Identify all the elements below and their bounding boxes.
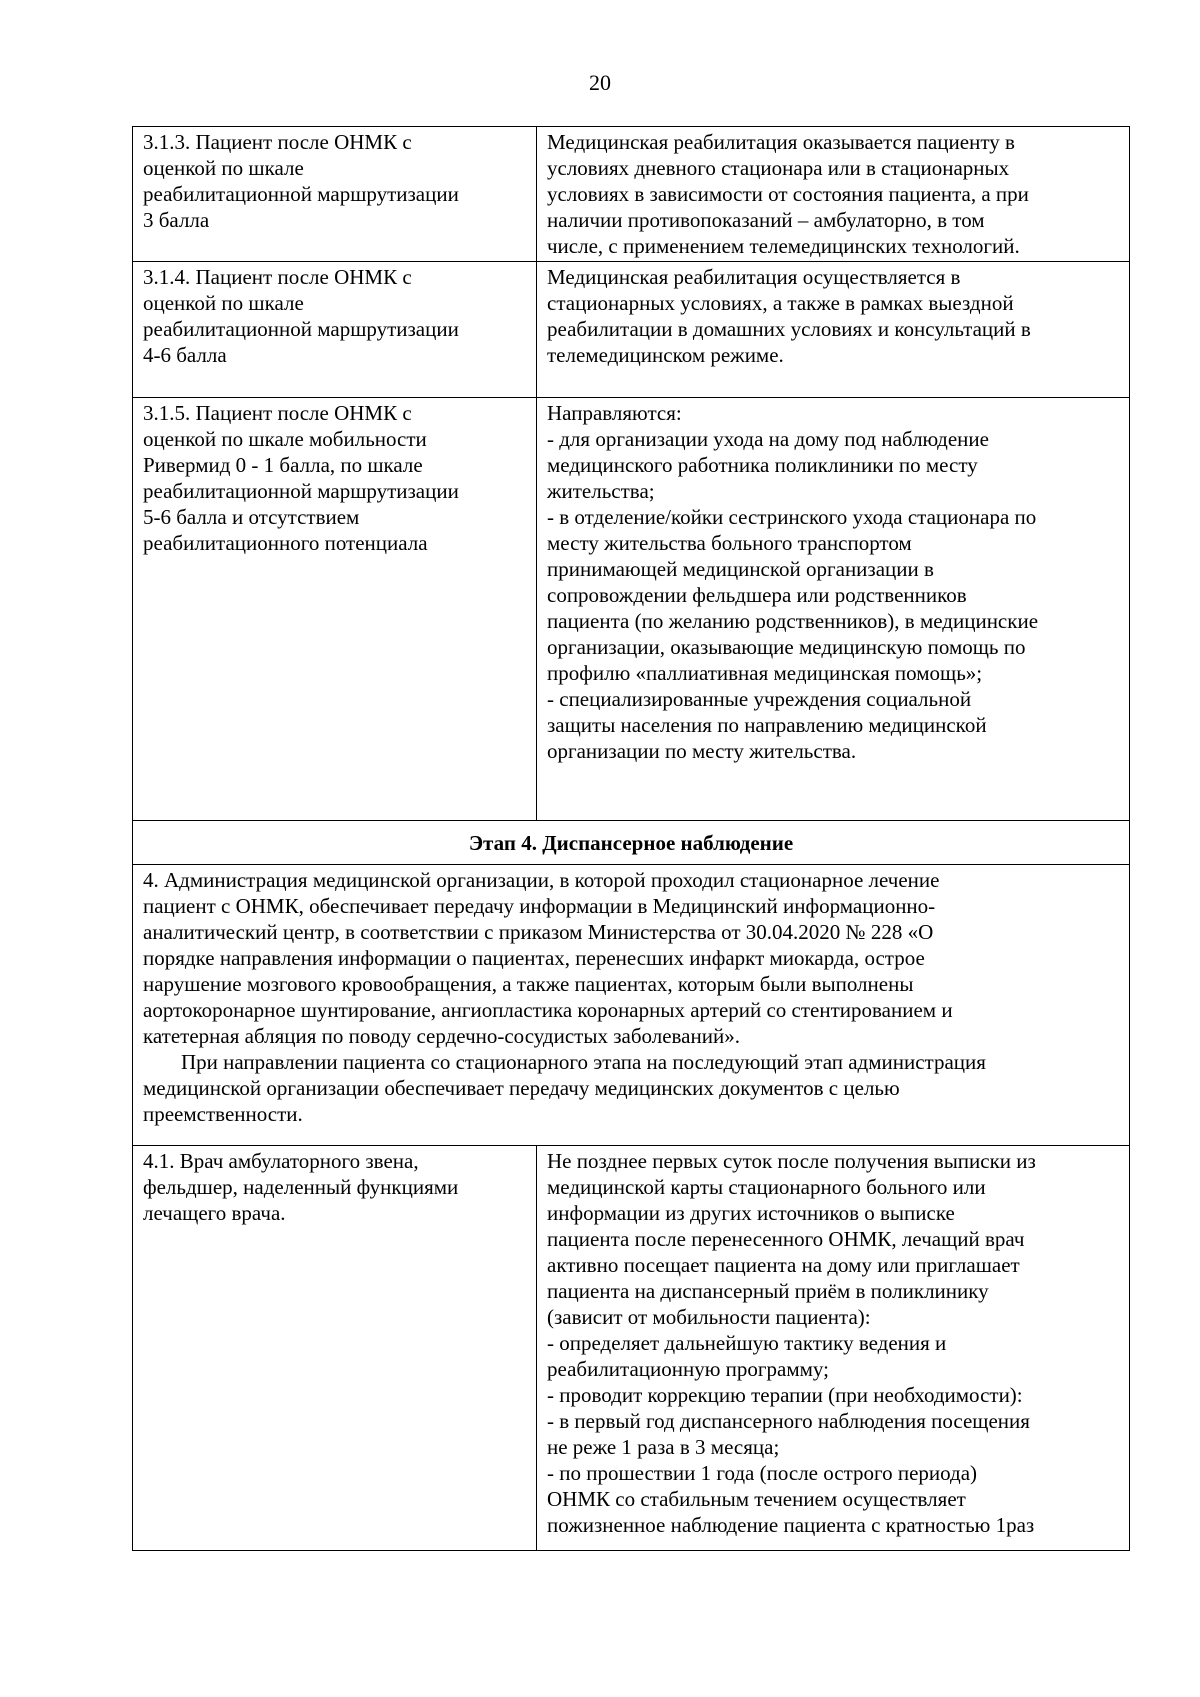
cell-line: - в отделение/койки сестринского ухода стационара по <box>547 505 1037 529</box>
cell-line: защиты населения по направлению медицинской <box>547 713 987 737</box>
patient-category-cell <box>133 398 537 821</box>
cell-line: медицинской карты стационарного больного или <box>547 1175 986 1199</box>
cell-line: реабилитационной маршрутизации <box>143 182 459 206</box>
cell-line: - проводит коррекцию терапии (при необходимости): <box>547 1383 1023 1407</box>
cell-line: 4.1. Врач амбулаторного звена, <box>143 1149 419 1173</box>
cell-line: пожизненное наблюдение пациента с кратностью 1раз <box>547 1513 1035 1537</box>
cell-line: Медицинская реабилитация осуществляется в <box>547 265 961 289</box>
action-description-cell <box>537 398 1130 821</box>
cell-line: организации, оказывающие медицинскую помощь по <box>547 635 1026 659</box>
cell-line: - специализированные учреждения социальной <box>547 687 972 711</box>
cell-line: сопровождении фельдшера или родственников <box>547 583 967 607</box>
cell-line: Направляются: <box>547 401 682 425</box>
table-row-3-1-5 <box>133 398 1130 821</box>
paragraph-line: преемственности. <box>143 1102 303 1126</box>
cell-line: принимающей медицинской организации в <box>547 557 934 581</box>
paragraph-line: нарушение мозгового кровообращения, а также пациентах, которым были выполнены <box>143 972 914 996</box>
cell-line: организации по месту жительства. <box>547 739 857 763</box>
paragraph-line: аортокоронарное шунтирование, ангиопластика коронарных артерий со стентированием и <box>143 998 953 1022</box>
cell-line: оценкой по шкале <box>143 291 304 315</box>
action-description-cell <box>537 262 1130 398</box>
cell-line: пациента (по желанию родственников), в медицинские <box>547 609 1039 633</box>
cell-line: - по прошествии 1 года (после острого периода) <box>547 1461 978 1485</box>
cell-line: жительства; <box>547 479 655 503</box>
cell-line: условиях в зависимости от состояния пациента, а при <box>547 182 1029 206</box>
cell-line: стационарных условиях, а также в рамках выездной <box>547 291 1014 315</box>
patient-category-cell <box>133 127 537 262</box>
cell-line: оценкой по шкале <box>143 156 304 180</box>
routing-table <box>132 126 1130 1551</box>
cell-line: 3.1.4. Пациент после ОНМК с <box>143 265 412 289</box>
cell-line: 5-6 балла и отсутствием <box>143 505 360 529</box>
cell-line: 3.1.3. Пациент после ОНМК с <box>143 130 412 154</box>
action-description-cell <box>537 1146 1130 1551</box>
cell-line: фельдшер, наделенный функциями <box>143 1175 459 1199</box>
cell-line: Ривермид 0 - 1 балла, по шкале <box>143 453 423 477</box>
cell-line: реабилитационной маршрутизации <box>143 317 459 341</box>
cell-line: ОНМК со стабильным течением осуществляет <box>547 1487 966 1511</box>
page-number: 20 <box>589 70 611 95</box>
action-description-cell <box>537 127 1130 262</box>
cell-line: 3.1.5. Пациент после ОНМК с <box>143 401 412 425</box>
cell-line: телемедицинском режиме. <box>547 343 784 367</box>
cell-line: Не позднее первых суток после получения выписки из <box>547 1149 1036 1173</box>
cell-line: активно посещает пациента на дому или приглашает <box>547 1253 1020 1277</box>
cell-line: пациента после перенесенного ОНМК, лечащий врач <box>547 1227 1025 1251</box>
cell-line: месту жительства больного транспортом <box>547 531 912 555</box>
cell-line: пациента на диспансерный приём в поликлинику <box>547 1279 989 1303</box>
table-row-4-1 <box>133 1146 1130 1551</box>
cell-line: наличии противопоказаний – амбулаторно, в том <box>547 208 985 232</box>
patient-category-cell <box>133 1146 537 1551</box>
paragraph-line: порядке направления информации о пациентах, перенесших инфаркт миокарда, острое <box>143 946 925 970</box>
cell-line: реабилитации в домашних условиях и консультаций в <box>547 317 1031 341</box>
cell-line: условиях дневного стационара или в стационарных <box>547 156 1010 180</box>
stage-4-heading: Этап 4. Диспансерное наблюдение <box>133 821 1130 865</box>
table-row-3-1-4 <box>133 262 1130 398</box>
cell-line: 3 балла <box>143 208 210 232</box>
stage-4-paragraph-cell <box>133 865 1130 1146</box>
cell-line: профилю «паллиативная медицинская помощь»; <box>547 661 983 685</box>
cell-line: (зависит от мобильности пациента): <box>547 1305 871 1329</box>
cell-line: информации из других источников о выписке <box>547 1201 955 1225</box>
cell-line: реабилитационного потенциала <box>143 531 428 555</box>
stage-4-paragraph-row <box>133 865 1130 1146</box>
cell-line: медицинского работника поликлиники по месту <box>547 453 978 477</box>
cell-line: - для организации ухода на дому под наблюдение <box>547 427 989 451</box>
paragraph-line: пациент с ОНМК, обеспечивает передачу информации в Медицинский информационно- <box>143 894 936 918</box>
cell-line: лечащего врача. <box>143 1201 286 1225</box>
cell-line: 4-6 балла <box>143 343 227 367</box>
cell-line: - в первый год диспансерного наблюдения посещения <box>547 1409 1030 1433</box>
cell-line: реабилитационной маршрутизации <box>143 479 459 503</box>
stage-heading-row <box>133 821 1130 865</box>
cell-line: оценкой по шкале мобильности <box>143 427 427 451</box>
cell-line: числе, с применением телемедицинских технологий. <box>547 234 1020 258</box>
cell-line: - определяет дальнейшую тактику ведения и <box>547 1331 947 1355</box>
paragraph-line: катетерная абляция по поводу сердечно-сосудистых заболеваний». <box>143 1024 740 1048</box>
cell-line: не реже 1 раза в 3 месяца; <box>547 1435 780 1459</box>
paragraph-line: При направлении пациента со стационарного этапа на последующий этап администрация <box>181 1050 986 1074</box>
cell-line: реабилитационную программу; <box>547 1357 829 1381</box>
table-row-3-1-3 <box>133 127 1130 262</box>
cell-line: Медицинская реабилитация оказывается пациенту в <box>547 130 1015 154</box>
paragraph-line: аналитический центр, в соответствии с приказом Министерства от 30.04.2020 № 228 «О <box>143 920 934 944</box>
paragraph-line: 4. Администрация медицинской организации, в которой проходил стационарное лечение <box>143 868 940 892</box>
patient-category-cell <box>133 262 537 398</box>
paragraph-line: медицинской организации обеспечивает передачу медицинских документов с целью <box>143 1076 900 1100</box>
